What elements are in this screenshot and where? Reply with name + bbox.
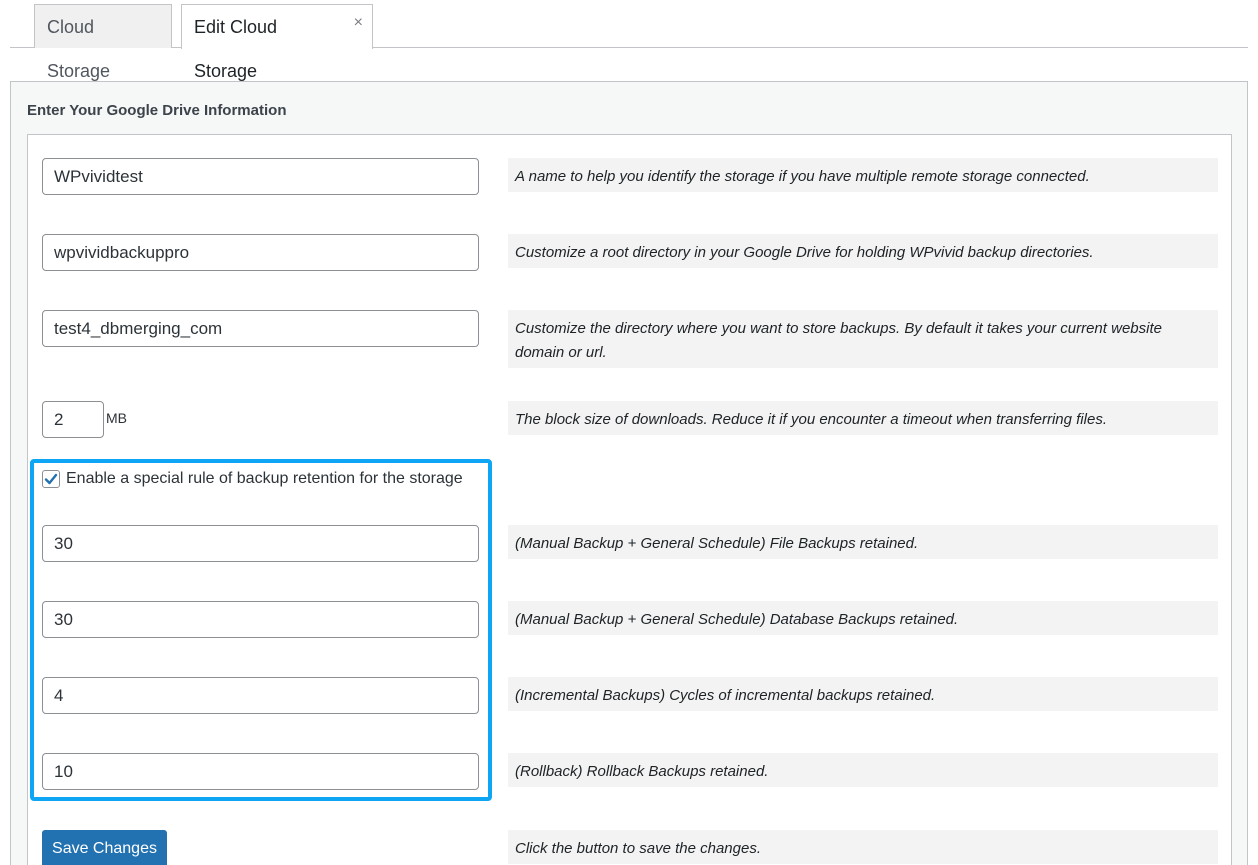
rollback-backups-description: (Rollback) Rollback Backups retained. [508, 753, 1218, 787]
rollback-backups-input[interactable] [42, 753, 479, 790]
block-size-description: The block size of downloads. Reduce it if you encounter a timeout when transferring files. [508, 401, 1218, 435]
close-icon[interactable]: × [353, 14, 363, 31]
database-backups-retained-input[interactable] [42, 601, 479, 638]
storage-name-description: A name to help you identify the storage if you have multiple remote storage connected. [508, 158, 1218, 192]
site-directory-description: Customize the directory where you want to store backups. By default it takes your current website domain or url. [508, 310, 1218, 368]
tab-cloud-storage[interactable] [34, 4, 172, 81]
block-size-input[interactable] [42, 401, 104, 438]
save-description: Click the button to save the changes. [508, 830, 1218, 864]
incremental-cycles-input[interactable] [42, 677, 479, 714]
database-backups-description: (Manual Backup + General Schedule) Database Backups retained. [508, 601, 1218, 635]
retention-rule-toggle[interactable] [42, 470, 463, 488]
settings-form [27, 134, 1232, 865]
incremental-cycles-description: (Incremental Backups) Cycles of incremental backups retained. [508, 677, 1218, 711]
file-backups-description: (Manual Backup + General Schedule) File Backups retained. [508, 525, 1218, 559]
tab-label: Edit Cloud Storage [194, 17, 278, 81]
checkmark-icon [43, 471, 59, 487]
storage-name-input[interactable] [42, 158, 479, 195]
save-changes-button[interactable]: Save Changes [42, 830, 167, 865]
retention-checkbox-label: Enable a special rule of backup retention for the storage [66, 470, 463, 487]
root-directory-description: Customize a root directory in your Google Drive for holding WPvivid backup directories. [508, 234, 1218, 268]
retention-checkbox[interactable] [42, 470, 60, 488]
panel-title: Enter Your Google Drive Information [27, 102, 287, 119]
tab-bar [10, 0, 1248, 81]
site-directory-input[interactable] [42, 310, 479, 347]
tab-edit-cloud-storage[interactable] [181, 4, 373, 81]
tab-label: Cloud Storage [47, 17, 111, 81]
root-directory-input[interactable] [42, 234, 479, 271]
storage-panel [10, 81, 1248, 865]
block-size-unit: MB [106, 410, 127, 426]
file-backups-retained-input[interactable] [42, 525, 479, 562]
